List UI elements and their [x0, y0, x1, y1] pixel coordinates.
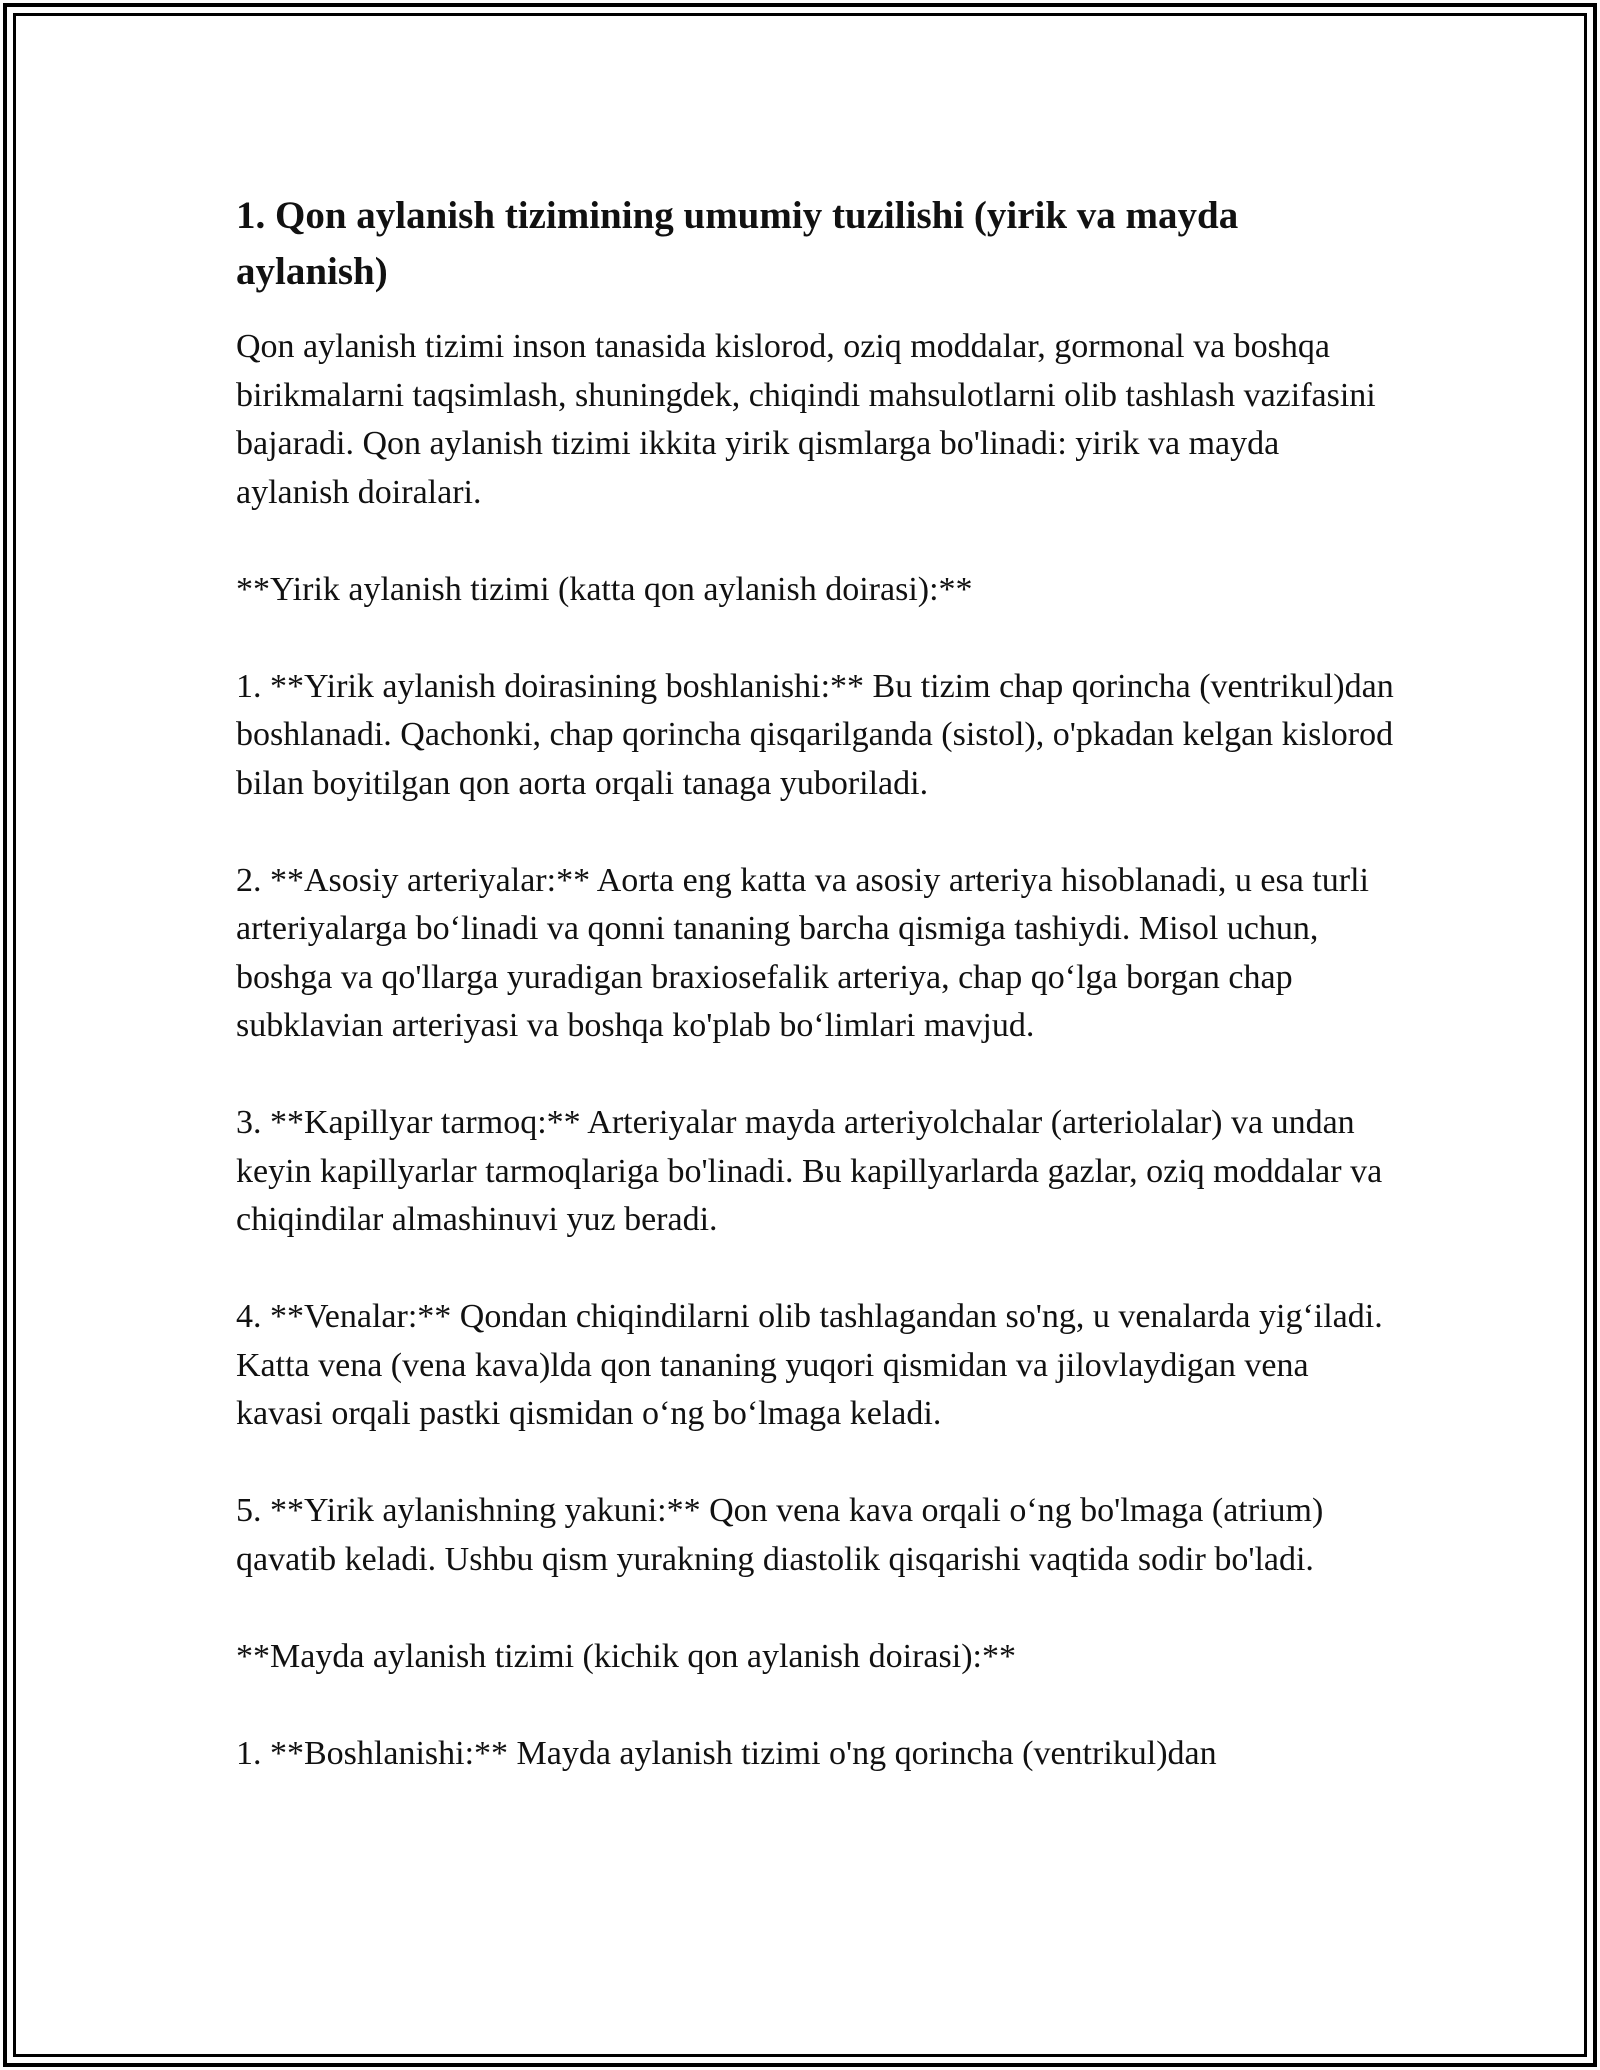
list-item-1-pulmonary-start: 1. **Boshlanishi:** Mayda aylanish tizimi o'ng qorincha (ventrikul)dan	[236, 1734, 1217, 1772]
list-item-4-veins: 4. **Venalar:** Qondan chiqindilarni olib tashlagandan so'ng, u venalarda yigʻiladi. Katta vena (vena kava)lda qon tananing yuqori qismidan va jilovlaydigan vena kavasi orqali pastki qismidan oʻng boʻlmaga keladi.	[236, 1298, 1383, 1432]
intro-paragraph: Qon aylanish tizimi inson tanasida kislorod, oziq moddalar, gormonal va boshqa birikmalarni taqsimlash, shuningdek, chiqindi mahsulotlarni olib tashlash vazifasini bajaradi. Qon aylanish tizimi ikkita yirik qismlarga bo'linadi: yirik va mayda aylanish doiralari.	[236, 328, 1376, 511]
document-heading: 1. Qon aylanish tizimining umumiy tuzilishi (yirik va mayda aylanish)	[236, 194, 1239, 293]
document-body	[236, 188, 1396, 1778]
list-item-2-arteries: 2. **Asosiy arteriyalar:** Aorta eng katta va asosiy arteriya hisoblanadi, u esa turli arteriyalarga boʻlinadi va qonni tananing barcha qismiga tashiydi. Misol uchun, boshga va qo'llarga yuradigan braxiosefalik arteriya, chap qoʻlga borgan chap subklavian arteriyasi va boshqa ko'plab boʻlimlari mavjud.	[236, 861, 1370, 1044]
list-item-3-capillaries: 3. **Kapillyar tarmoq:** Arteriyalar mayda arteriyolchalar (arteriolalar) va undan keyin kapillyarlar tarmoqlariga bo'linadi. Bu kapillyarlarda gazlar, oziq moddalar va chiqindilar almashinuvi yuz beradi.	[236, 1104, 1383, 1238]
list-item-1-systemic-start: 1. **Yirik aylanish doirasining boshlanishi:** Bu tizim chap qorincha (ventrikul)dan boshlanadi. Qachonki, chap qorincha qisqarilganda (sistol), o'pkadan kelgan kislorod bilan boyitilgan qon aorta orqali tanaga yuboriladi.	[236, 667, 1394, 802]
section-heading-systemic: **Yirik aylanish tizimi (katta qon aylanish doirasi):**	[236, 570, 973, 608]
list-item-5-systemic-end: 5. **Yirik aylanishning yakuni:** Qon vena kava orqali oʻng bo'lmaga (atrium) qavatib keladi. Ushbu qism yurakning diastolik qisqarishi vaqtida sodir bo'ladi.	[236, 1492, 1324, 1578]
section-heading-pulmonary: **Mayda aylanish tizimi (kichik qon aylanish doirasi):**	[236, 1637, 1016, 1675]
